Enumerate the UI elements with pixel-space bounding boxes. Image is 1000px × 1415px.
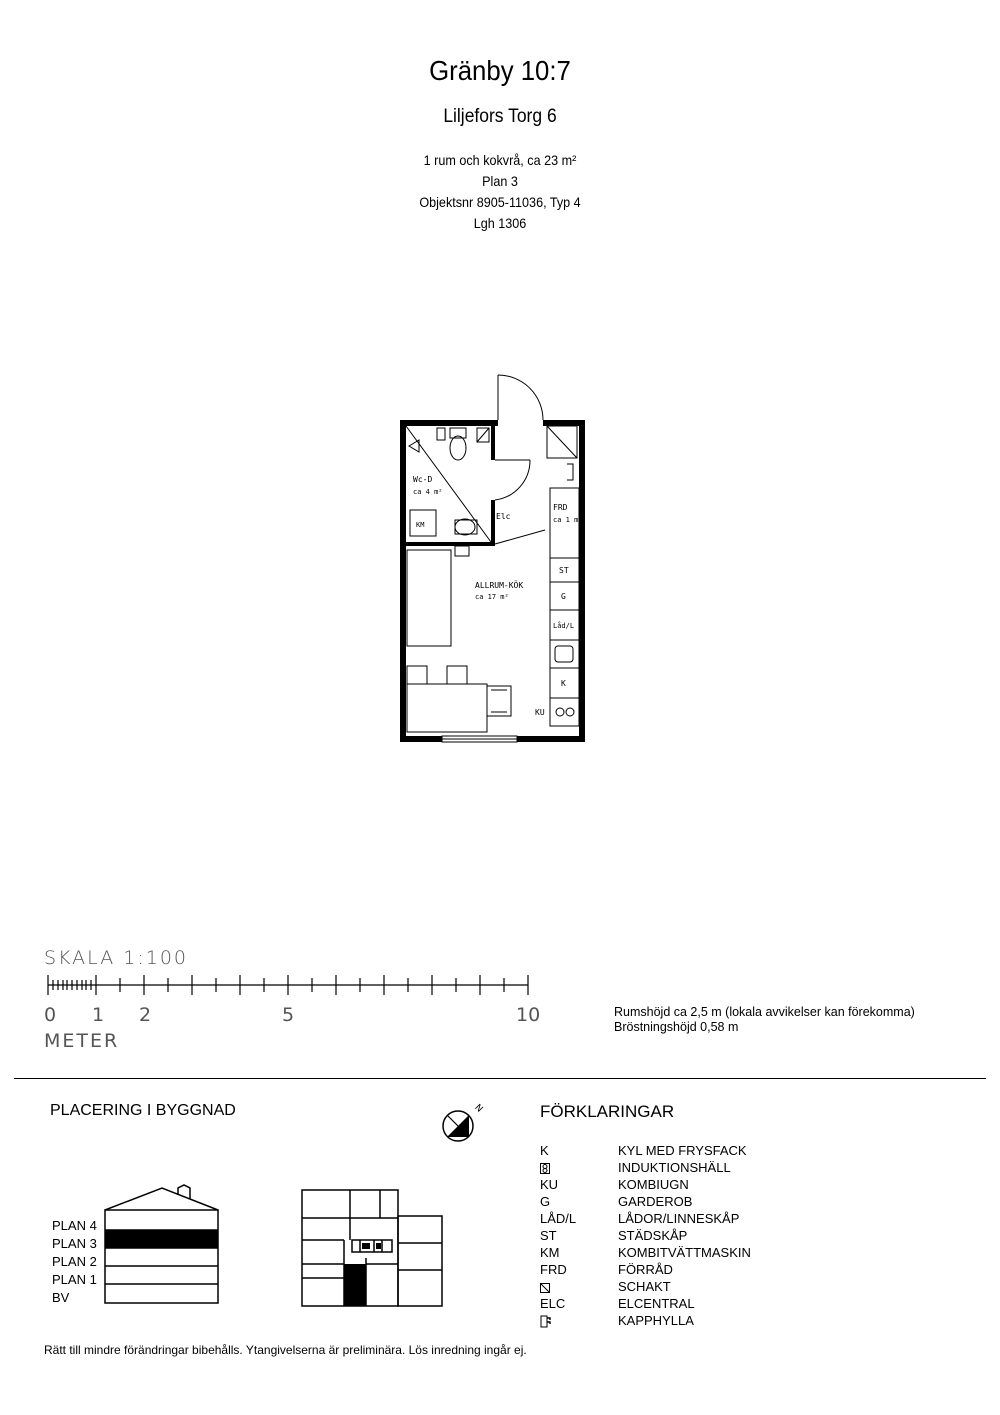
scale-label-2: 2 bbox=[139, 1004, 152, 1026]
legend-item bbox=[540, 1227, 751, 1244]
apartment-details bbox=[50, 150, 950, 234]
property-address: Liljefors Torg 6 bbox=[443, 106, 557, 127]
legend-desc: KAPPHYLLA bbox=[618, 1313, 694, 1328]
room-label-elc: Elc bbox=[496, 512, 511, 521]
scale-label-1: 1 bbox=[92, 1004, 105, 1026]
room-height-note: Rumshöjd ca 2,5 m (lokala avvikelser kan förekomma) bbox=[614, 1005, 915, 1019]
scale-unit: METER bbox=[44, 1030, 120, 1052]
legend-desc: KYL MED FRYSFACK bbox=[618, 1143, 747, 1158]
window-icon bbox=[442, 736, 517, 742]
scale-label-10: 10 bbox=[516, 1004, 541, 1026]
legend-desc: ELCENTRAL bbox=[618, 1296, 695, 1311]
apartment-location-highlight bbox=[344, 1264, 366, 1306]
legend-item bbox=[540, 1142, 751, 1159]
room-area-frd: ca 1 m² bbox=[553, 516, 583, 524]
floor-label-1: PLAN 1 bbox=[52, 1272, 97, 1287]
legend-icon-cell bbox=[540, 1278, 618, 1295]
room-label-wc: Wc-D bbox=[413, 475, 433, 484]
building-plan-diagram bbox=[300, 1188, 445, 1308]
legend-item bbox=[540, 1176, 751, 1193]
room-area-wc: ca 4 m² bbox=[413, 488, 443, 496]
legend-code: KM bbox=[540, 1245, 560, 1260]
legend-item bbox=[540, 1261, 751, 1278]
apartment-number: Lgh 1306 bbox=[473, 215, 527, 231]
property-title: Gränby 10:7 bbox=[429, 55, 571, 86]
room-label-frd: FRD bbox=[553, 503, 568, 512]
object-number: Objektsnr 8905-11036, Typ 4 bbox=[419, 194, 581, 210]
legend-code: LÅD/L bbox=[540, 1211, 577, 1226]
legend-item bbox=[540, 1210, 751, 1227]
legend-item bbox=[540, 1244, 751, 1261]
legend-desc: KOMBITVÄTTMASKIN bbox=[618, 1245, 751, 1260]
floor-label-bv: BV bbox=[52, 1290, 70, 1305]
scale-label-5: 5 bbox=[282, 1004, 295, 1026]
legend-heading: FÖRKLARINGAR bbox=[540, 1102, 675, 1121]
induction-hob-icon bbox=[540, 1163, 550, 1174]
building-section-diagram bbox=[100, 1180, 225, 1308]
room-area-main: ca 17 m² bbox=[475, 593, 509, 601]
compass-icon bbox=[438, 1098, 490, 1144]
bathroom-fixtures bbox=[406, 426, 545, 544]
legend-item bbox=[540, 1159, 751, 1176]
floor-label-4: PLAN 4 bbox=[52, 1218, 97, 1233]
placement-heading: PLACERING I BYGGNAD bbox=[50, 1102, 236, 1119]
legend-code: KU bbox=[540, 1177, 559, 1192]
sill-height-note: Bröstningshöjd 0,58 m bbox=[614, 1020, 739, 1034]
legend-item bbox=[540, 1312, 751, 1329]
entrance-door-icon bbox=[498, 375, 543, 420]
legend-item bbox=[540, 1193, 751, 1210]
floor-plan bbox=[395, 370, 595, 750]
legend-desc: KOMBIUGN bbox=[618, 1177, 689, 1192]
room-label-km: KM bbox=[416, 521, 425, 529]
legend-desc: FÖRRÅD bbox=[618, 1262, 673, 1277]
legend-icon-cell bbox=[540, 1312, 618, 1329]
scale-bar bbox=[40, 970, 540, 1000]
legend-code: ST bbox=[540, 1228, 557, 1243]
legend-code: K bbox=[540, 1143, 549, 1158]
apartment-floor: Plan 3 bbox=[482, 173, 518, 189]
floor-labels bbox=[52, 1217, 97, 1307]
cabinet-label-st: ST bbox=[559, 566, 569, 575]
apartment-size: 1 rum och kokvrå, ca 23 m² bbox=[423, 152, 577, 168]
legend-code: G bbox=[540, 1194, 551, 1209]
disclaimer: Rätt till mindre förändringar bibehålls. Ytangivelserna är preliminära. Lös inredning ingår ej. bbox=[44, 1343, 527, 1357]
legend-icon-cell bbox=[540, 1159, 618, 1176]
kitchen-fixtures bbox=[407, 426, 579, 732]
height-notes bbox=[614, 1005, 915, 1035]
floor-label-2: PLAN 2 bbox=[52, 1254, 97, 1269]
floor-label-3: PLAN 3 bbox=[52, 1236, 97, 1251]
scale-label-0: 0 bbox=[44, 1004, 57, 1026]
legend-desc: GARDEROB bbox=[618, 1194, 693, 1209]
bathroom-door-icon bbox=[495, 460, 530, 500]
legend-desc: STÄDSKÅP bbox=[618, 1228, 688, 1243]
legend-item bbox=[540, 1278, 751, 1295]
compass-north-label: N bbox=[472, 1102, 485, 1115]
current-floor-highlight bbox=[105, 1230, 218, 1248]
scale-title: SKALA 1:100 bbox=[44, 947, 188, 969]
legend-code: ELC bbox=[540, 1296, 566, 1311]
legend-desc: SCHAKT bbox=[618, 1279, 671, 1294]
cabinet-label-lad: Låd/L bbox=[553, 622, 575, 630]
cabinet-label-k: K bbox=[561, 679, 566, 688]
coat-rack-icon bbox=[540, 1315, 552, 1328]
legend-list bbox=[540, 1142, 751, 1329]
room-label-main: ALLRUM-KÖK bbox=[475, 581, 524, 590]
legend-item bbox=[540, 1295, 751, 1312]
shaft-icon bbox=[540, 1283, 550, 1293]
legend-desc: LÅDOR/LINNESKÅP bbox=[618, 1211, 740, 1226]
cabinet-label-g: G bbox=[561, 592, 566, 601]
cabinet-label-ku: KU bbox=[535, 708, 545, 717]
section-divider bbox=[14, 1078, 986, 1079]
legend-code: FRD bbox=[540, 1262, 567, 1277]
legend-desc: INDUKTIONSHÄLL bbox=[618, 1160, 731, 1175]
